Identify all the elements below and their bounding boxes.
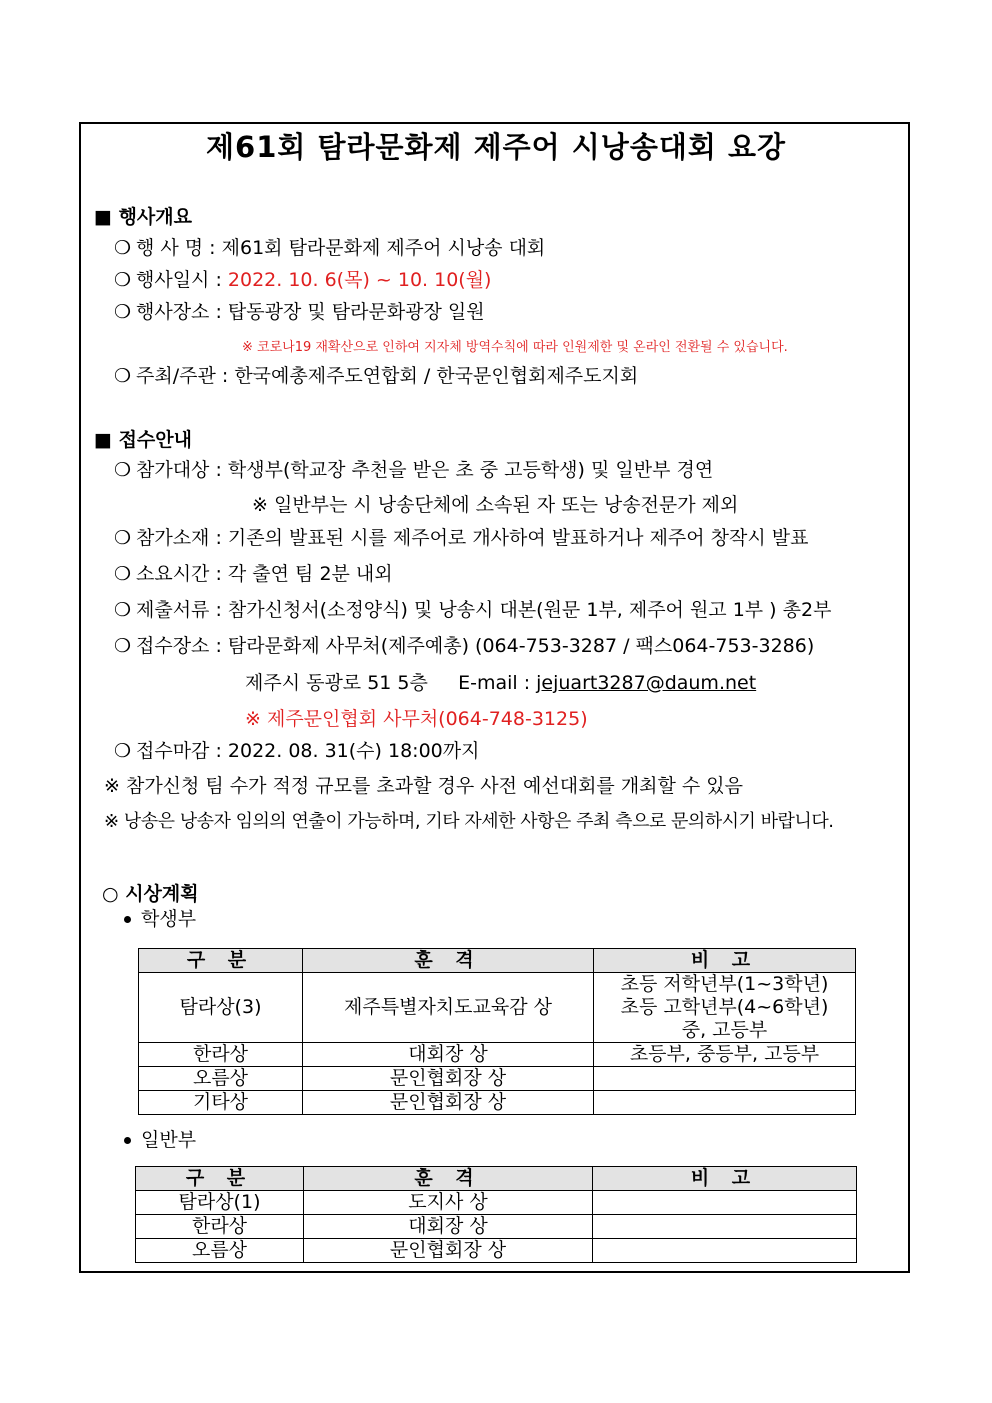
note-contact: ※ 낭송은 낭송자 임의의 연출이 가능하며, 기타 자세한 사항은 주최 측으로 문의하시기 바랍니다. bbox=[104, 811, 834, 832]
header-remark: 비 고 bbox=[594, 949, 856, 973]
bullet-dot-icon bbox=[124, 1137, 131, 1144]
item-label: 주최/주관 : bbox=[136, 365, 229, 387]
circle-bullet-icon: ❍ bbox=[114, 527, 132, 549]
item-value: 참가신청서(소정양식) 및 낭송시 대본(원문 1부, 제주어 원고 1부 ) 총2부 bbox=[227, 599, 832, 621]
table-row bbox=[139, 973, 856, 1043]
general-award-table bbox=[135, 1166, 857, 1263]
item-value: 탑동광장 및 탐라문화광장 일원 bbox=[227, 301, 485, 323]
item-value: 한국예총제주도연합회 / 한국문인협회제주도지회 bbox=[234, 365, 639, 387]
item-value: 기존의 발표된 시를 제주어로 개사하여 발표하거나 제주어 창작시 발표 bbox=[227, 527, 809, 549]
circle-bullet-icon: ❍ bbox=[114, 301, 132, 323]
cell-category: 오름상 bbox=[139, 1067, 303, 1091]
cell-award: 문인협회장 상 bbox=[303, 1091, 594, 1115]
item-label: 소요시간 : bbox=[136, 563, 222, 585]
address: 제주시 동광로 51 5층 bbox=[245, 672, 428, 694]
cell-award: 문인협회장 상 bbox=[304, 1239, 593, 1263]
header-award: 훈 격 bbox=[304, 1167, 593, 1191]
item-value: 제61회 탐라문화제 제주어 시낭송 대회 bbox=[221, 237, 546, 259]
address-line bbox=[245, 671, 756, 695]
reg-item-documents bbox=[114, 598, 831, 622]
item-label: 참가대상 : bbox=[136, 459, 222, 481]
reg-item-time bbox=[114, 562, 393, 586]
page-title: 제61회 탐라문화제 제주어 시낭송대회 요강 bbox=[206, 130, 786, 164]
circle-bullet-icon: ❍ bbox=[114, 635, 132, 657]
reg-item-deadline bbox=[114, 739, 479, 763]
item-label: 행사장소 : bbox=[136, 301, 222, 323]
email-link[interactable]: jejuart3287@daum.net bbox=[536, 672, 757, 694]
circle-bullet-icon: ❍ bbox=[114, 365, 132, 387]
table-row bbox=[136, 1215, 857, 1239]
table-row bbox=[139, 1043, 856, 1067]
student-division-label: 학생부 bbox=[124, 907, 196, 931]
item-value: 학생부(학교장 추천을 받은 초 중 고등학생) 및 일반부 경연 bbox=[227, 459, 714, 481]
cell-category: 탐라상(1) bbox=[136, 1191, 304, 1215]
item-value: 2022. 10. 6(목) ~ 10. 10(월) bbox=[227, 269, 492, 291]
reg-item-target bbox=[114, 458, 713, 482]
item-label: 행사일시 : bbox=[136, 269, 222, 291]
circle-bullet-icon: ❍ bbox=[114, 237, 132, 259]
item-label: 접수장소 : bbox=[136, 635, 222, 657]
cell-remark: 초등 저학년부(1~3학년) 초등 고학년부(4~6학년) 중, 고등부 bbox=[594, 973, 856, 1043]
overview-item-venue bbox=[114, 300, 485, 324]
circle-bullet-icon: ❍ bbox=[114, 740, 132, 762]
table-header-row bbox=[136, 1167, 857, 1191]
cell-remark bbox=[593, 1215, 857, 1239]
table-row bbox=[139, 1091, 856, 1115]
cell-award: 대회장 상 bbox=[303, 1043, 594, 1067]
cell-category: 탐라상(3) bbox=[139, 973, 303, 1043]
cell-award: 대회장 상 bbox=[304, 1215, 593, 1239]
cell-category: 한라상 bbox=[139, 1043, 303, 1067]
alt-office: ※ 제주문인협회 사무처(064-748-3125) bbox=[245, 708, 588, 730]
item-value: 각 출연 팀 2분 내외 bbox=[227, 563, 393, 585]
cell-remark: 초등부, 중등부, 고등부 bbox=[594, 1043, 856, 1067]
section-heading-overview: ■ 행사개요 bbox=[94, 206, 192, 228]
bullet-dot-icon bbox=[124, 916, 131, 923]
reg-item-place bbox=[114, 634, 814, 658]
cell-award: 문인협회장 상 bbox=[303, 1067, 594, 1091]
item-value: 2022. 08. 31(수) 18:00까지 bbox=[227, 740, 480, 762]
table-header-row bbox=[139, 949, 856, 973]
table-row bbox=[136, 1191, 857, 1215]
table-row bbox=[136, 1239, 857, 1263]
item-label: 참가소재 : bbox=[136, 527, 222, 549]
section-heading-registration: ■ 접수안내 bbox=[94, 429, 192, 451]
item-label: 행 사 명 : bbox=[136, 237, 216, 259]
overview-item-date bbox=[114, 268, 491, 292]
header-remark: 비 고 bbox=[593, 1167, 857, 1191]
cell-award: 제주특별자치도교육감 상 bbox=[303, 973, 594, 1043]
reg-item-subject bbox=[114, 526, 809, 550]
cell-category: 한라상 bbox=[136, 1215, 304, 1239]
header-category: 구 분 bbox=[136, 1167, 304, 1191]
cell-award: 도지사 상 bbox=[304, 1191, 593, 1215]
cell-remark bbox=[593, 1191, 857, 1215]
item-label: 제출서류 : bbox=[136, 599, 222, 621]
cell-category: 기타상 bbox=[139, 1091, 303, 1115]
covid-note: ※ 코로나19 재확산으로 인하여 지자체 방역수칙에 따라 인원제한 및 온라인 전환될 수 있습니다. bbox=[242, 340, 788, 355]
note-preliminary: ※ 참가신청 팀 수가 적정 규모를 초과할 경우 사전 예선대회를 개최할 수 있음 bbox=[104, 775, 744, 797]
circle-bullet-icon: ❍ bbox=[114, 459, 132, 481]
cell-category: 오름상 bbox=[136, 1239, 304, 1263]
email-label: E-mail : bbox=[458, 672, 531, 694]
circle-bullet-icon: ❍ bbox=[114, 563, 132, 585]
item-label: 접수마감 : bbox=[136, 740, 222, 762]
overview-item-host bbox=[114, 364, 638, 388]
overview-item-name bbox=[114, 236, 545, 260]
target-note: ※ 일반부는 시 낭송단체에 소속된 자 또는 낭송전문가 제외 bbox=[252, 494, 739, 516]
table-row bbox=[139, 1067, 856, 1091]
section-heading-awards: ○ 시상계획 bbox=[102, 883, 199, 905]
item-value: 탐라문화제 사무처(제주예총) (064-753-3287 / 팩스064-753-3286) bbox=[227, 635, 815, 657]
circle-bullet-icon: ❍ bbox=[114, 599, 132, 621]
student-award-table bbox=[138, 948, 856, 1115]
cell-remark bbox=[594, 1067, 856, 1091]
general-division-label: 일반부 bbox=[124, 1128, 196, 1152]
cell-remark bbox=[594, 1091, 856, 1115]
circle-bullet-icon: ❍ bbox=[114, 269, 132, 291]
header-category: 구 분 bbox=[139, 949, 303, 973]
header-award: 훈 격 bbox=[303, 949, 594, 973]
cell-remark bbox=[593, 1239, 857, 1263]
